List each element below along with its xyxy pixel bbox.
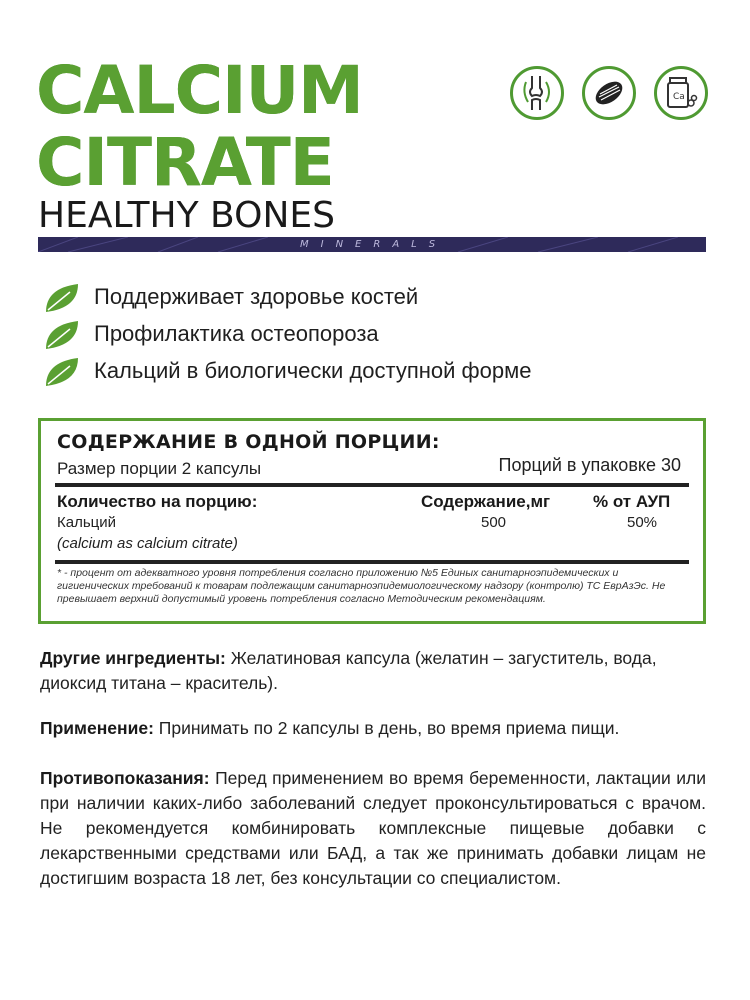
benefit-item (44, 317, 704, 354)
benefit-text: Кальций в биологически доступной форме (94, 358, 532, 383)
leaf-icon (44, 282, 82, 314)
serving-size: Размер порции 2 капсулы (57, 459, 262, 478)
contra-text: Перед применением во время беременности, лактации или при наличии каких-либо заболеваний следует проконсультироваться с врачом. Не рекомендуется комбинировать комплексные пищевые добавки с лекарственными средствами или БАД, а так же принимать добавки лицам не достигшим возраста 18 лет, без консультации со специалистом. (40, 768, 706, 888)
supplement-facts-box (38, 418, 706, 624)
benefit-text: Профилактика остеопороза (94, 321, 379, 346)
benefits-list (44, 280, 704, 391)
ingredients-text: Желатиновая капсула (желатин – загуститель, вода, диоксид титана – краситель). (40, 648, 657, 693)
benefit-text: Поддерживает здоровье костей (94, 284, 419, 309)
leaf-icon (44, 356, 82, 388)
benefit-item (44, 280, 704, 317)
svg-text:Ca: Ca (673, 92, 685, 102)
product-subtitle: HEALTHY BONES (38, 195, 335, 236)
category-band (38, 237, 706, 252)
contraindications (40, 766, 706, 891)
amount-header: Количество на порцию: (57, 492, 258, 511)
ingredients-label: Другие ингредиенты: (40, 648, 226, 668)
servings-per-container: Порций в упаковке 30 (498, 455, 681, 475)
product-title-line1: CALCIUM (36, 52, 363, 129)
other-ingredients (40, 646, 706, 696)
contra-label: Противопоказания: (40, 768, 210, 788)
nutrient-form: (calcium as calcium citrate) (57, 535, 238, 552)
joint-icon (510, 66, 564, 120)
benefit-item (44, 354, 704, 391)
nutrient-daily-value: 50% (627, 514, 658, 531)
divider (55, 483, 689, 487)
product-title-line2: CITRATE (36, 124, 334, 201)
calcium-jar-icon (654, 66, 708, 120)
content-header: Содержание,мг (421, 492, 551, 511)
feature-icons (510, 66, 710, 130)
daily-value-header: % от АУП (593, 492, 671, 511)
usage (40, 716, 706, 741)
facts-title: СОДЕРЖАНИЕ В ОДНОЙ ПОРЦИИ: (57, 431, 440, 453)
nutrient-value: 500 (481, 514, 507, 531)
nutrient-name: Кальций (57, 514, 116, 531)
facts-footnote: * - процент от адекватного уровня потребления согласно приложению №5 Единых санитарноэпидемических и гигиенических требований к товарам подлежащим санитарноэпидемиологическому надзору (контролю) ТС ЕврАзЭс. Не превышает верхний допустимый уровень потребления согласно Методическим рекомендациям. (57, 567, 666, 605)
usage-text: Принимать по 2 капсулы в день, во время приема пищи. (153, 718, 620, 738)
leaf-icon (44, 319, 82, 351)
muscle-icon (582, 66, 636, 120)
divider (55, 560, 689, 564)
usage-label: Применение: (40, 718, 154, 738)
category-label: MINERALS (300, 239, 448, 250)
